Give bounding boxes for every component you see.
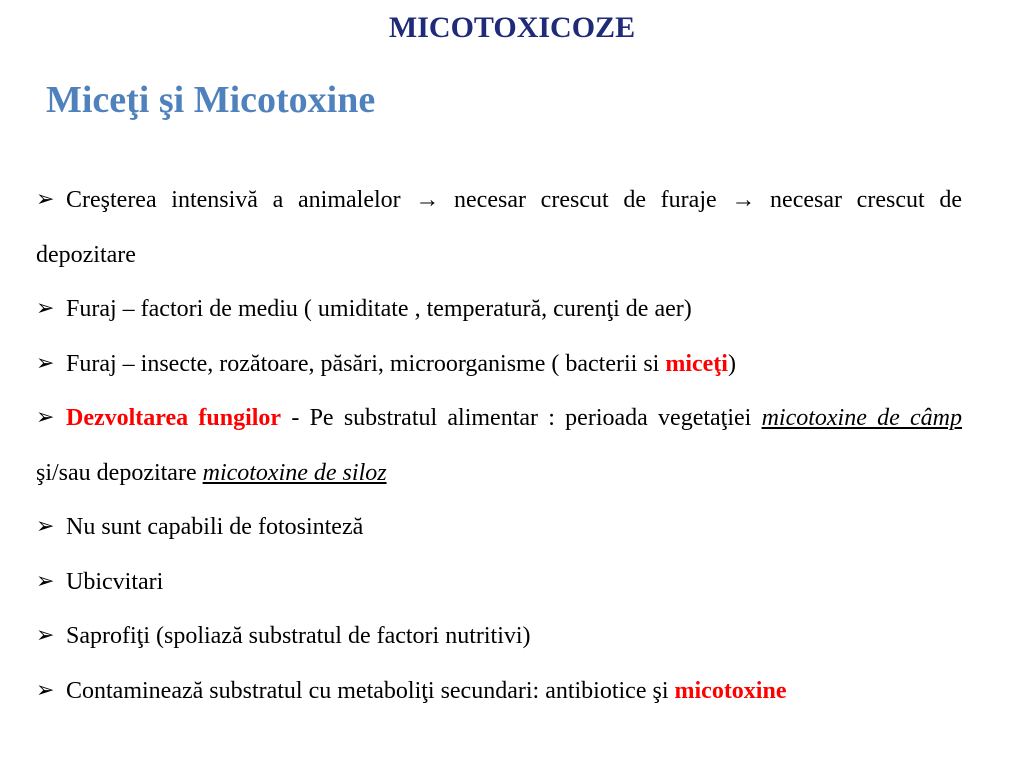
- bullet-item-8: [36, 664, 962, 719]
- bullet-item-4: [36, 391, 962, 500]
- arrow-bullet-icon: ➢: [36, 350, 55, 376]
- arrow-bullet-icon: ➢: [36, 405, 55, 430]
- highlight-dezvoltarea-fungilor: Dezvoltarea fungilor: [66, 405, 282, 431]
- highlight-micotoxine: micotoxine: [674, 677, 787, 704]
- bullet-list: [36, 173, 962, 718]
- term-micotoxine-de-camp: micotoxine de câmp: [761, 405, 962, 431]
- bullet-item-6: [36, 555, 962, 610]
- bullet-item-5: [36, 500, 962, 555]
- arrow-bullet-icon: ➢: [36, 623, 55, 648]
- bullet-text-end: ): [727, 350, 736, 377]
- bullet-text: Nu sunt capabili de fotosinteză: [66, 514, 364, 540]
- slide-subtitle: Miceţi şi Micotoxine: [46, 79, 376, 121]
- bullet-item-1: [36, 173, 962, 282]
- slide-title: MICOTOXICOZE: [388, 11, 636, 44]
- term-micotoxine-de-siloz: micotoxine de siloz: [202, 459, 387, 486]
- bullet-text: Saprofiţi (spoliază substratul de factori nutritivi): [66, 623, 531, 649]
- bullet-text: Furaj – insecte, rozătoare, păsări, microorganisme ( bacterii si: [66, 350, 666, 377]
- bullet-item-7: [36, 609, 962, 664]
- arrow-bullet-icon: ➢: [36, 568, 55, 594]
- bullet-text: Furaj – factori de mediu ( umiditate , temperatură, curenţi de aer): [66, 296, 692, 322]
- arrow-bullet-icon: ➢: [36, 296, 55, 321]
- highlight-miceti: miceţi: [665, 350, 728, 377]
- bullet-text: Ubicvitari: [66, 568, 164, 595]
- bullet-item-3: [36, 337, 962, 392]
- arrow-bullet-icon: ➢: [36, 514, 55, 539]
- arrow-bullet-icon: ➢: [36, 187, 55, 212]
- bullet-item-2: [36, 282, 962, 337]
- arrow-bullet-icon: ➢: [36, 677, 55, 703]
- bullet-text: Contaminează substratul cu metaboliţi secundari: antibiotice şi: [66, 677, 675, 704]
- bullet-text-mid: şi/sau depozitare: [36, 459, 203, 486]
- bullet-text: - Pe substratul alimentar : perioada vegetaţiei: [281, 405, 762, 431]
- bullet-text: Creşterea intensivă a animalelor → necesar crescut de furaje → necesar crescut de depozitare: [36, 187, 962, 268]
